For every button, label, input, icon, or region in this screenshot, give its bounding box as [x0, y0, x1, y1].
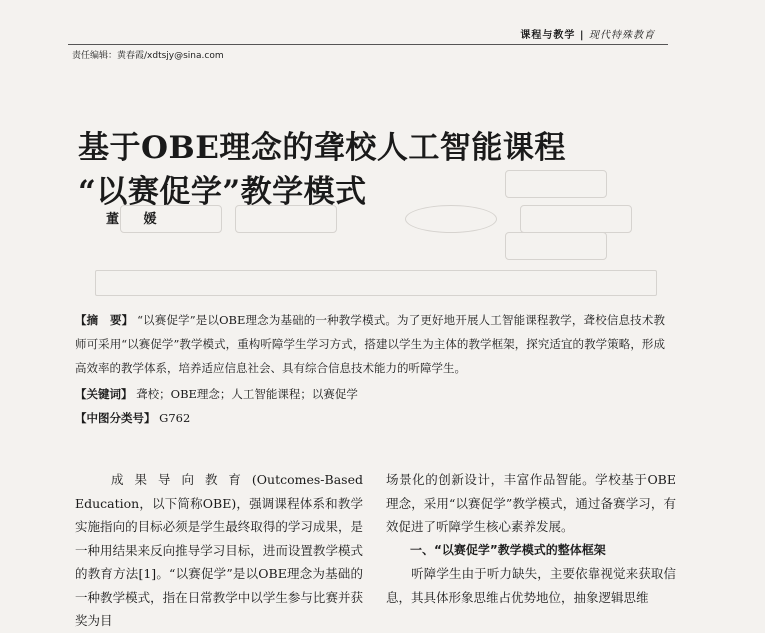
article-title-line-1: 基于OBE理念的聋校人工智能课程: [78, 130, 566, 166]
header-rule: [68, 44, 668, 45]
bleed-through-ellipse: [405, 205, 497, 233]
body-left-column: 成果导向教育(Outcomes-Based Education，以下简称OBE)，强调课程体系和教学实施指向的目标必须是学生最终取得的学习成果，是一种用结果来反向推导学习目标，进而设置教学模式的教育方法[1]。“以赛促学”是以OBE理念为基础的一种教学模式，指在日常教学中以学生参与比赛并获奖为目: [75, 472, 363, 628]
article-title-line-2: “以赛促学”教学模式: [78, 174, 367, 210]
right-column-intro: 场景化的创新设计，丰富作品智能。学校基于OBE理念，采用“以赛促学”教学模式，通过备赛学习，有效促进了听障学生核心素养发展。: [386, 472, 676, 534]
classification-code: G762: [159, 411, 191, 425]
keywords-text: 聋校；OBE理念；人工智能课程；以赛促学: [136, 387, 358, 401]
abstract-text: “以赛促学”是以OBE理念为基础的一种教学模式。为了更好地开展人工智能课程教学，聋校信息技术教师可采用“以赛促学”教学模式，重构听障学生学习方式，搭建以学生为主体的教学框架，探究适宜的教学策略，形成高效率的教学体系，培养适应信息社会、具有综合信息技术能力的听障学生。: [75, 313, 665, 375]
classification: [75, 406, 665, 430]
abstract: [75, 308, 665, 380]
section-header: 课程与教学 | 现代特殊教育: [520, 30, 655, 41]
bleed-through-box: [505, 232, 607, 260]
keywords: [75, 382, 665, 406]
classification-label: 【中图分类号】: [75, 411, 156, 425]
author-name: 董 媛: [106, 212, 167, 227]
section-heading: 一、“以赛促学”教学模式的整体框架: [410, 542, 606, 557]
bleed-through-box: [520, 205, 632, 233]
bleed-through-box: [95, 270, 657, 296]
editor-credit: 责任编辑：黄春霞/xdtsjy@sina.com: [72, 51, 224, 61]
right-column-body: 听障学生由于听力缺失，主要依靠视觉来获取信息，其具体形象思维占优势地位，抽象逻辑思维: [386, 566, 676, 605]
bleed-through-box: [505, 170, 607, 198]
body-right-column: [386, 468, 676, 609]
abstract-label: 【摘 要】: [75, 313, 134, 327]
keywords-label: 【关键词】: [75, 387, 133, 401]
